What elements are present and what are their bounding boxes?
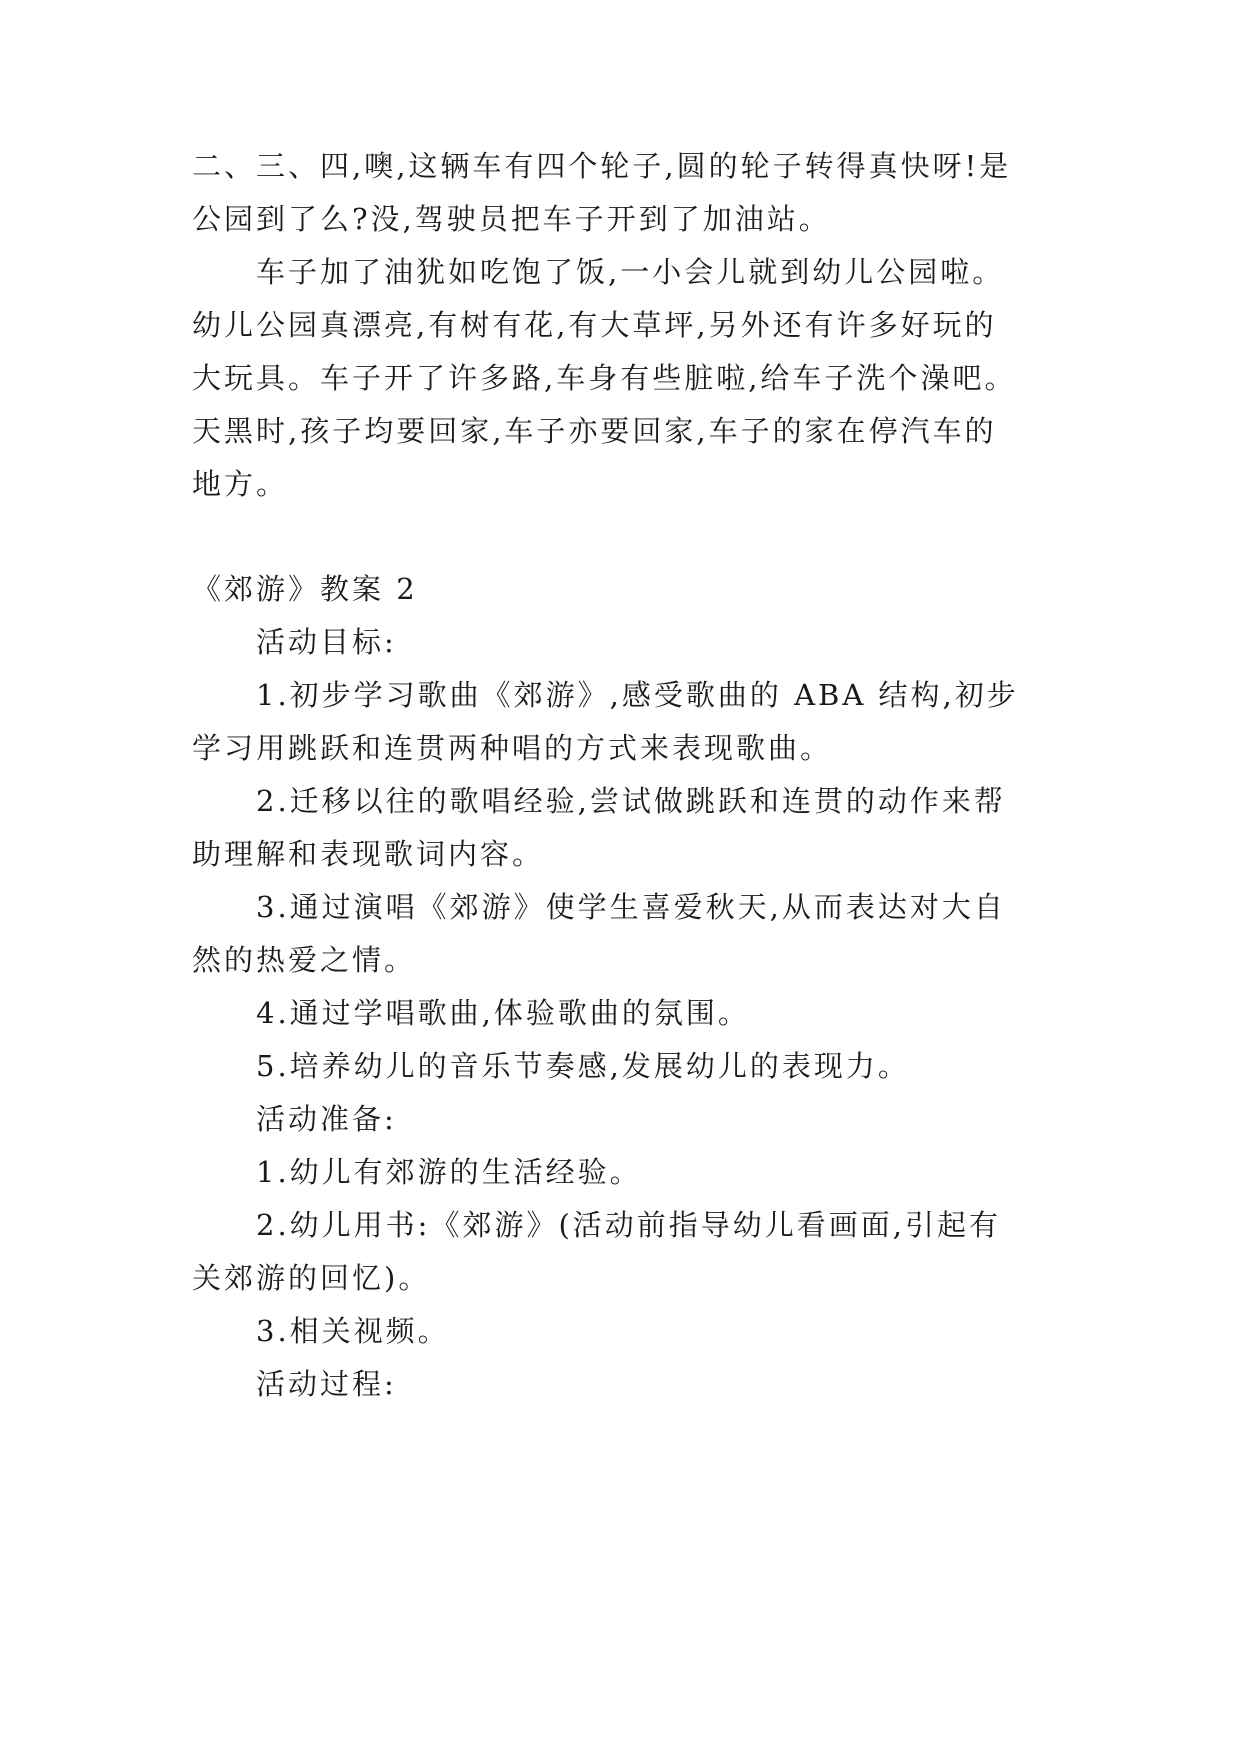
paragraph-line: 天黑时,孩子均要回家,车子亦要回家,车子的家在停汽车的 bbox=[192, 414, 997, 448]
prep-item-2-line: 关郊游的回忆)。 bbox=[192, 1261, 431, 1295]
goal-item-5: 5.培养幼儿的音乐节奏感,发展幼儿的表现力。 bbox=[256, 1049, 910, 1083]
paragraph-line: 二、三、四,噢,这辆车有四个轮子,圆的轮子转得真快呀!是 bbox=[192, 149, 1012, 183]
goal-item-3-line: 3.通过演唱《郊游》使学生喜爱秋天,从而表达对大自 bbox=[256, 890, 1006, 924]
goal-item-2-line: 助理解和表现歌词内容。 bbox=[192, 837, 545, 871]
goals-heading: 活动目标: bbox=[256, 625, 397, 659]
goal-item-4: 4.通过学唱歌曲,体验歌曲的氛围。 bbox=[256, 996, 750, 1030]
prep-heading: 活动准备: bbox=[256, 1102, 397, 1136]
section-title: 《郊游》教案 2 bbox=[192, 572, 418, 606]
paragraph-line: 车子加了油犹如吃饱了饭,一小会儿就到幼儿公园啦。 bbox=[256, 255, 1005, 289]
paragraph-line: 幼儿公园真漂亮,有树有花,有大草坪,另外还有许多好玩的 bbox=[192, 308, 997, 342]
prep-item-1: 1.幼儿有郊游的生活经验。 bbox=[256, 1155, 642, 1189]
goal-item-1-line: 学习用跳跃和连贯两种唱的方式来表现歌曲。 bbox=[192, 731, 833, 765]
process-heading: 活动过程: bbox=[256, 1367, 397, 1401]
goal-item-1-line: 1.初步学习歌曲《郊游》,感受歌曲的 ABA 结构,初步 bbox=[256, 678, 1019, 712]
prep-item-2-line: 2.幼儿用书:《郊游》(活动前指导幼儿看画面,引起有 bbox=[256, 1208, 1001, 1242]
paragraph-line: 地方。 bbox=[192, 467, 289, 501]
paragraph-line: 大玩具。车子开了许多路,车身有些脏啦,给车子洗个澡吧。 bbox=[192, 361, 1017, 395]
paragraph-line: 公园到了么?没,驾驶员把车子开到了加油站。 bbox=[192, 202, 831, 236]
goal-item-3-line: 然的热爱之情。 bbox=[192, 943, 417, 977]
goal-item-2-line: 2.迁移以往的歌唱经验,尝试做跳跃和连贯的动作来帮 bbox=[256, 784, 1006, 818]
prep-item-3: 3.相关视频。 bbox=[256, 1314, 450, 1348]
